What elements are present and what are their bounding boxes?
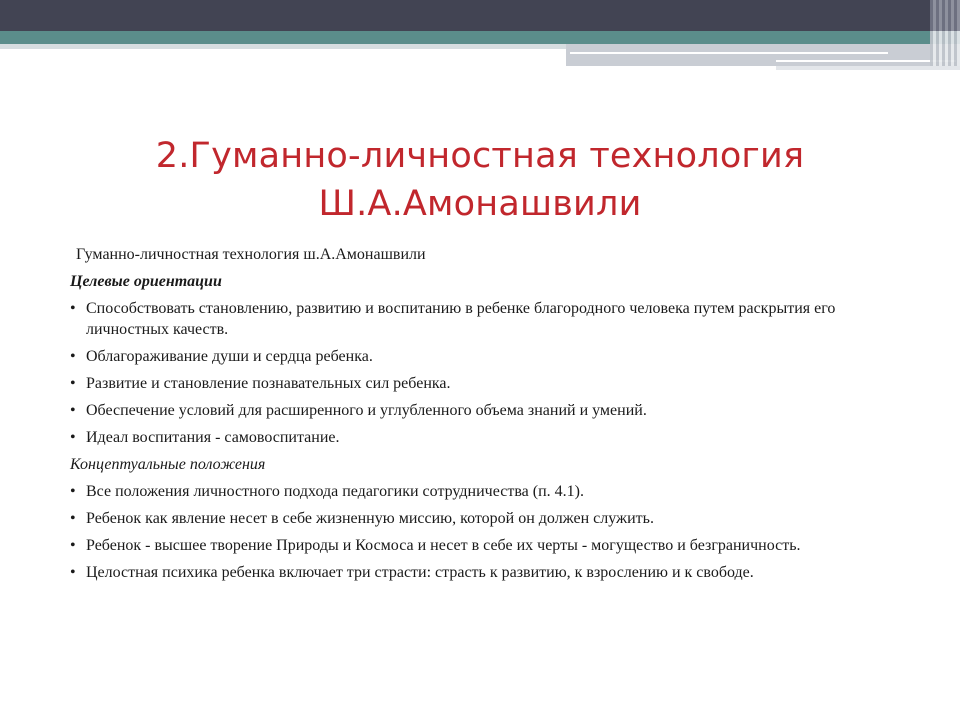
bullet: • — [70, 483, 76, 500]
list-item-text: Идеал воспитания - самовоспитание. — [86, 429, 340, 446]
slide-content — [70, 244, 890, 589]
bullet: • — [70, 564, 76, 581]
list-item-text: Ребенок как явление несет в себе жизненную миссию, которой он должен служить. — [86, 510, 654, 527]
list-item-text: Развитие и становление познавательных сил ребенка. — [86, 375, 451, 392]
list-item-text: Способствовать становлению, развитию и воспитанию в ребенке благородного человека путем раскрытия его личностных качеств. — [86, 300, 836, 338]
list-item-text: Целостная психика ребенка включает три страсти: страсть к развитию, к взрослению и к свободе. — [86, 564, 754, 581]
list-item — [70, 400, 890, 421]
top-grey-bar — [566, 44, 960, 66]
list-item-text: Обеспечение условий для расширенного и углубленного объема знаний и умений. — [86, 402, 647, 419]
title-line-2: Ш.А.Амонашвили — [318, 184, 642, 224]
list-item — [70, 508, 890, 529]
list-item — [70, 373, 890, 394]
title-line-1: 2.Гуманно-личностная технология — [155, 136, 805, 176]
corner-stripes-top — [930, 0, 960, 31]
bullet: • — [70, 510, 76, 527]
section-heading-concepts: Концептуальные положения — [70, 456, 266, 473]
list-item — [70, 535, 890, 556]
list-item — [70, 346, 890, 367]
bullet: • — [70, 429, 76, 446]
bullet: • — [70, 402, 76, 419]
list-item — [70, 481, 890, 502]
decorative-line — [570, 52, 888, 54]
bullet: • — [70, 537, 76, 554]
list-item — [70, 298, 890, 340]
bullet: • — [70, 375, 76, 392]
top-dark-bar — [0, 0, 960, 31]
decorative-block — [776, 66, 960, 70]
list-item — [70, 562, 890, 583]
decorative-line — [776, 60, 956, 62]
top-light-bar — [0, 44, 566, 49]
list-item-text: Облагораживание души и сердца ребенка. — [86, 348, 373, 365]
list-item — [70, 427, 890, 448]
subtitle: Гуманно-личностная технология ш.А.Амонашвили — [76, 246, 426, 263]
list-item-text: Все положения личностного подхода педагогики сотрудничества (п. 4.1). — [86, 483, 584, 500]
bullet: • — [70, 348, 76, 365]
top-teal-bar — [0, 31, 960, 44]
bullet: • — [70, 300, 76, 317]
section-heading-goals: Целевые ориентации — [70, 273, 222, 290]
slide-title — [60, 132, 900, 228]
list-item-text: Ребенок - высшее творение Природы и Космоса и несет в себе их черты - могущество и безграничность. — [86, 537, 801, 554]
